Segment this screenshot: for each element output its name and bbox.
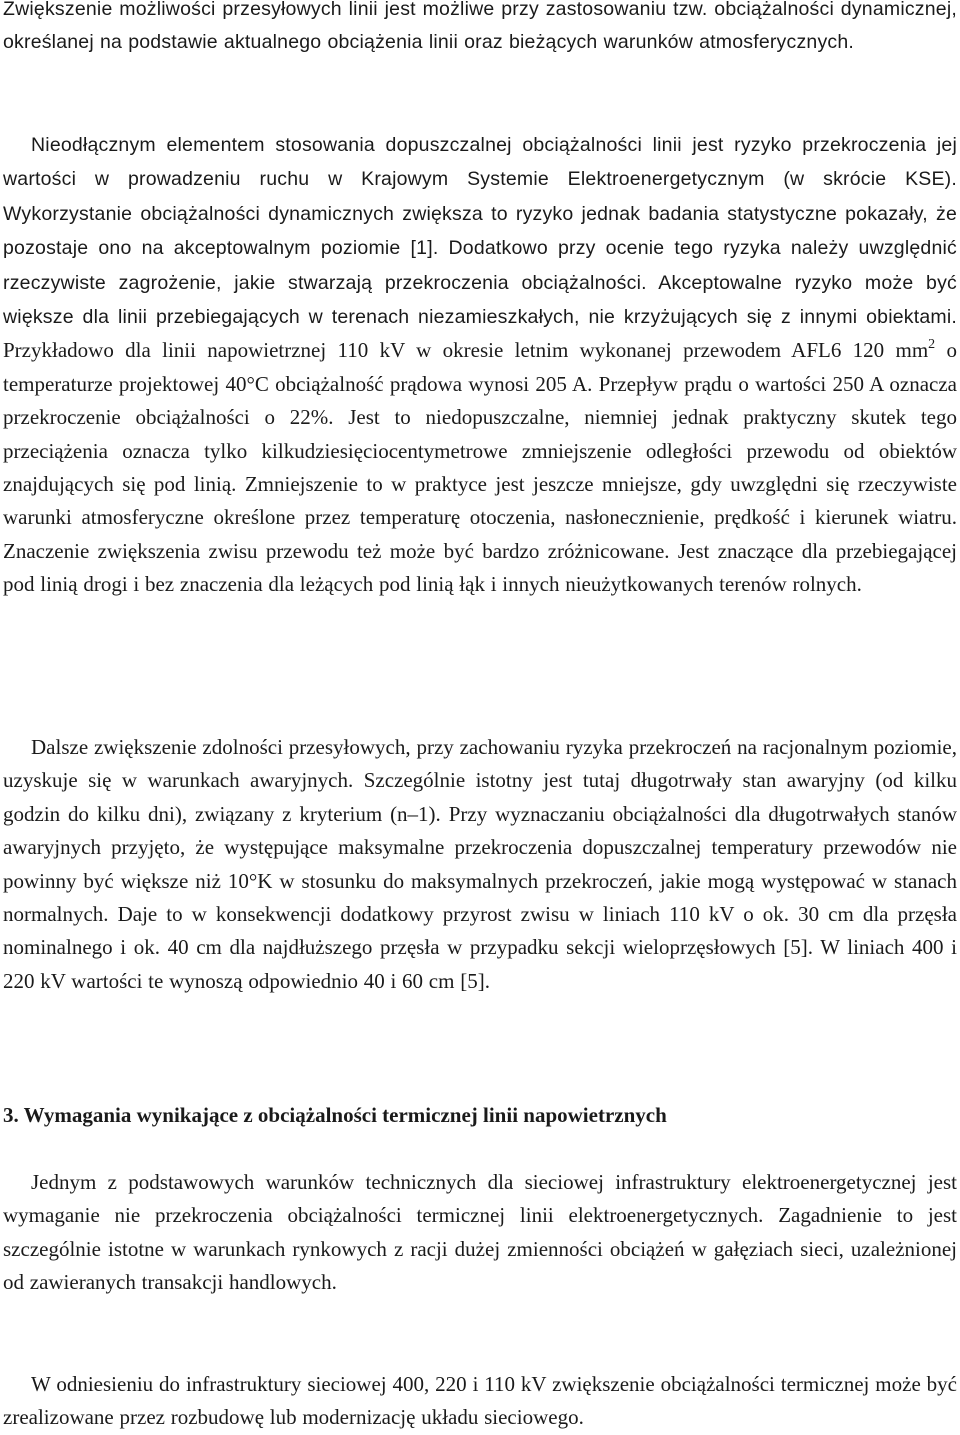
superscript: 2 [928, 337, 936, 353]
paragraph-text-sans: Nieodłącznym elementem stosowania dopuszczalnej obciążalności linii jest ryzyko przekroczenia jej wartości w prowadzeniu ruchu w Krajowym Systemie Elektroenergetycznym (w skrócie KSE). Wykorzystanie obciążalności dynamicznych zwiększa to ryzyko jednak badania statystyczne pokazały, że pozostaje ono na akceptowalnym poziomie [1]. Dodatkowo przy ocenie tego ryzyka należy uwzględnić rzeczywiste zagrożenie, jakie stwarzają przekroczenia obciążalności. Akceptowalne ryzyko może być większe dla linii przebiegających w terenach niezamieszkałych, nie krzyżujących się z innymi obiektami. [3, 134, 957, 329]
paragraph-text: Zwiększenie możliwości przesyłowych linii jest możliwe przy zastosowaniu tzw. obciążalności dynamicznej, określanej na podstawie aktualnego obciążenia linii oraz bieżących warunków atmosferycznych. [3, 0, 957, 54]
paragraph-risk [3, 128, 957, 602]
paragraph-emergency [3, 731, 957, 998]
paragraph-text: Dalsze zwiększenie zdolności przesyłowych, przy zachowaniu ryzyka przekroczeń na racjonalnym poziomie, uzyskuje się w warunkach awaryjnych. Szczególnie istotny jest tutaj długotrwały stan awaryjny (od kilku godzin do kilku dni), związany z kryterium (n–1). Przy wyznaczaniu obciążalności dla długotrwałych stanów awaryjnych przyjęto, że występujące maksymalne przekroczenia dopuszczalnej temperatury przewodów nie powinny być większe niż 10°K w stosunku do maksymalnych przekroczeń, jakie mogą występować w stanach normalnych. Daje to w konsekwencji dodatkowy przyrost zwisu w liniach 110 kV o ok. 30 cm dla przęsła nominalnego i ok. 40 cm dla najdłuższego przęsła w przypadku sekcji wieloprzęsłowych [5]. W liniach 400 i 220 kV wartości te wynoszą odpowiednio 40 i 60 cm [5]. [3, 735, 957, 993]
paragraph-text: Przykładowo dla linii napowietrznej 110 kV w okresie letnim wykonanej przewodem AFL6 120 mm [3, 338, 929, 363]
paragraph-dynamic-capacity [3, 0, 957, 60]
paragraph-text: o temperaturze projektowej 40°C obciążalność prądowa wynosi 205 A. Przepływ prądu o wartości 250 A oznacza przekroczenie obciążalności o 22%. Jest to niedopuszczalne, niemniej jednak praktyczny skutek tego przeciążenia oznacza tylko kilkudziesięciocentymetrowe zmniejszenie odległości przewodu od obiektów znajdujących się pod linią. Zmniejszenie to w praktyce jest jeszcze mniejsze, gdy uwzględni się rzeczywiste warunki atmosferyczne określone przez temperaturę otoczenia, nasłonecznienie, prędkość i kierunek wiatru. Znaczenie zwiększenia zwisu przewodu też może być bardzo zróżnicowane. Jest znaczące dla przebiegającej pod linią drogi i bez znaczenia dla leżących pod linią łąk i innych nieużytkowanych terenów rolnych. [3, 338, 957, 597]
paragraph-infrastructure [3, 1368, 957, 1435]
paragraph-text: W odniesieniu do infrastruktury sieciowej 400, 220 i 110 kV zwiększenie obciążalności termicznej może być zrealizowane przez rozbudowę lub modernizację układu sieciowego. [3, 1372, 957, 1430]
paragraph-requirements [3, 1166, 957, 1300]
paragraph-text: Jednym z podstawowych warunków technicznych dla sieciowej infrastruktury elektroenergetycznej jest wymaganie nie przekroczenia obciążalności termicznej linii elektroenergetycznych. Zagadnienie to jest szczególnie istotne w warunkach rynkowych z racji dużej zmienności obciążeń w gałęziach sieci, uzależnionej od zawieranych transakcji handlowych. [3, 1170, 957, 1295]
section-heading: 3. Wymagania wynikające z obciążalności termicznej linii napowietrznych [3, 1103, 667, 1127]
